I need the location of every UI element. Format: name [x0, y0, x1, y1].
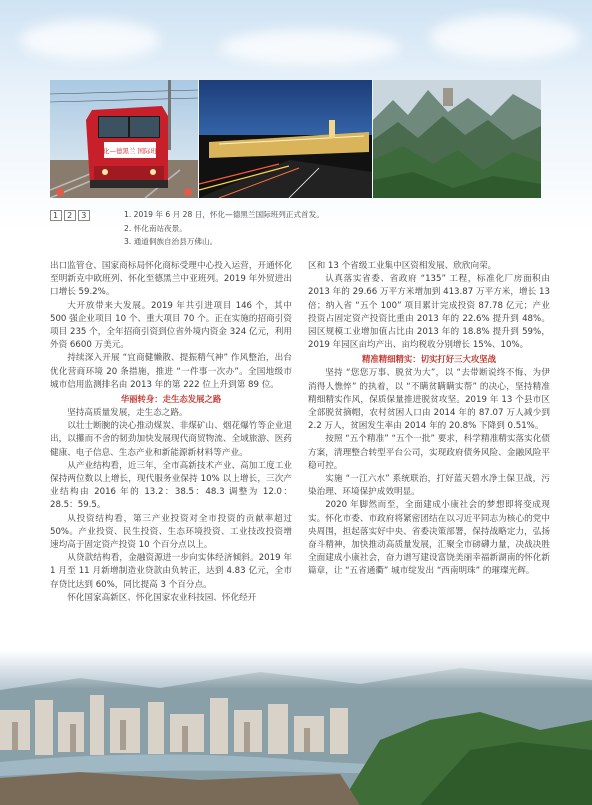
paragraph: 怀化国家高新区、怀化国家农业科技园、怀化经开	[67, 592, 257, 603]
paragraph: 实施 “一江六水” 系统联治，打好蓝天碧水净土保卫战，污染治理、环境保护成效明显。	[308, 474, 550, 498]
cloud	[220, 30, 400, 65]
caption-3: 3. 通道侗族自治县万佛山。	[124, 237, 218, 246]
cloud	[20, 20, 160, 60]
paragraph: 坚持 “您您万事、脱贫为大”，以 “去带断说终不悔、为伊消得人憔悴” 的执着，以 “不瞒贫瞒瞒实帮” 的决心，坚持精准精细精实作风，保质保量推进脱贫攻坚。2019 年 13 个县市区全部脱贫摘帽，农村贫困人口由 2014 年的 87.07 万人减少到 2.2 万人，贫困发生率由 2014 年的 20.8% 下降到 0.51%。	[308, 368, 550, 432]
caption-2: 2. 怀化南站夜景。	[124, 223, 187, 233]
left-column	[50, 260, 292, 605]
paragraph: 区和 13 个省级工业集中区资相发展、欣欣向荣。	[308, 261, 497, 271]
train-photo	[50, 80, 198, 198]
city-panorama-photo	[0, 650, 592, 805]
paragraph: 持续深入开展 “宜商健懒散、提振精气神” 作风整治，出台优化营商环境 20 条措施，推进 “一件事一次办”。全国地级市城市信用监测排名由 2013 年的第 222 位上升到第 89 位。	[50, 353, 292, 390]
photo-index-2: 2	[64, 210, 76, 221]
photo-index	[50, 210, 92, 221]
station-night-photo	[199, 80, 372, 198]
photo-index-1: 1	[50, 210, 62, 221]
paragraph: 按照 “五个精准” “五个一批” 要求，科学精准精实落实化债方案，清理整合转型平台公司，实现政府债务风险、金融风险平稳可控。	[308, 434, 550, 471]
paragraph: 大开放带来大发展。2019 年共引进项目 146 个，其中 500 强企业项目 10 个、重大项目 70 个。正在实施的招商引资项目 235 个，全年招商引资到位省外境内资金 324 亿元，利用外资 6600 万美元。	[50, 300, 292, 351]
section-heading: 华丽转身：走生态发展之路	[120, 394, 222, 405]
photo-index-3: 3	[78, 210, 90, 221]
section-heading: 精准精细精实：切实打好三大攻坚战	[362, 354, 496, 365]
paragraph: 从投资结构看，第三产业投资对全市投资的贡献率超过 50%。产业投资、民生投资、生态环境投资、工业技改投资增速均高于固定资产投资 10 个百分点以上。	[50, 513, 292, 551]
photo-captions	[124, 208, 324, 249]
paragraph: 出口监管仓、国家商标局怀化商标受理中心投入运营，开通怀化至明新克中欧班列、怀化至德黑兰中亚班列。2019 年外贸进出口增长 59.2%。	[50, 261, 292, 298]
paragraph: 从产业结构看，近三年，全市高新技术产业、高加工度工业保持两位数以上增长，现代服务业保持 10% 以上增长，三次产业结构由 2016 年的 13.2：38.5：48.3 调整为 12.0：28.5：59.5。	[50, 460, 292, 511]
caption-1: 1. 2019 年 6 月 28 日，怀化—德黑兰国际班列正式首发。	[124, 210, 324, 219]
paragraph: 以壮士断腕的决心推动煤炭、非煤矿山、烟花爆竹等企业退出，以攥而不舍的韧劲加快发展现代商贸物流、全域旅游、医药健康、电子信息、生态产业和新能源新材料等产业。	[50, 421, 292, 458]
cloud	[430, 15, 580, 60]
right-column	[308, 260, 550, 579]
mountain-photo	[373, 80, 541, 198]
paragraph: 从贷款结构看，金融资源进一步向实体经济倾斜。2019 年 1 月至 11 月新增制造业贷款由负转正，达到 4.83 亿元，全市存贷比达到 60%，同比提高 3 个百分点。	[50, 553, 292, 590]
train-sign-text: 怀化—德黑兰 国际班列	[96, 147, 164, 155]
paragraph: 坚持高质量发展，走生态之路。	[67, 408, 188, 419]
paragraph: 认真落实省委、省政府 “135” 工程，标准化厂房面积由 2013 年的 29.66 万平方米增加到 413.87 万平方米，增长 13 倍；纳入省 “五个 100” 项目累计完成投资 87.78 亿元；产业投资占固定资产投资比重由 2013 年的 22.6% 提升到 48%。园区规模工业增加值占比由 2013 年的 18.8% 提升到 59%，2019 年园区亩均产出、亩均税收分别增长 15%、10%。	[308, 274, 550, 351]
paragraph: 2020 年脚然而至，全面建成小康社会的梦想即将变成现实。怀化市委、市政府将紧密团结在以习近平同志为核心的党中央周围，担起落实好中央、省委决策部署，保持战略定力，弘扬奋斗精神，加快推动高质量发展，汇聚全市磅礴力量，决战决胜全面建成小康社会，奋力谱写建设富饶美丽幸福新湖南的怀化新篇章，让 “五省通衢” 城市绽发出 “西南明珠” 的璀璨光辉。	[308, 500, 550, 577]
